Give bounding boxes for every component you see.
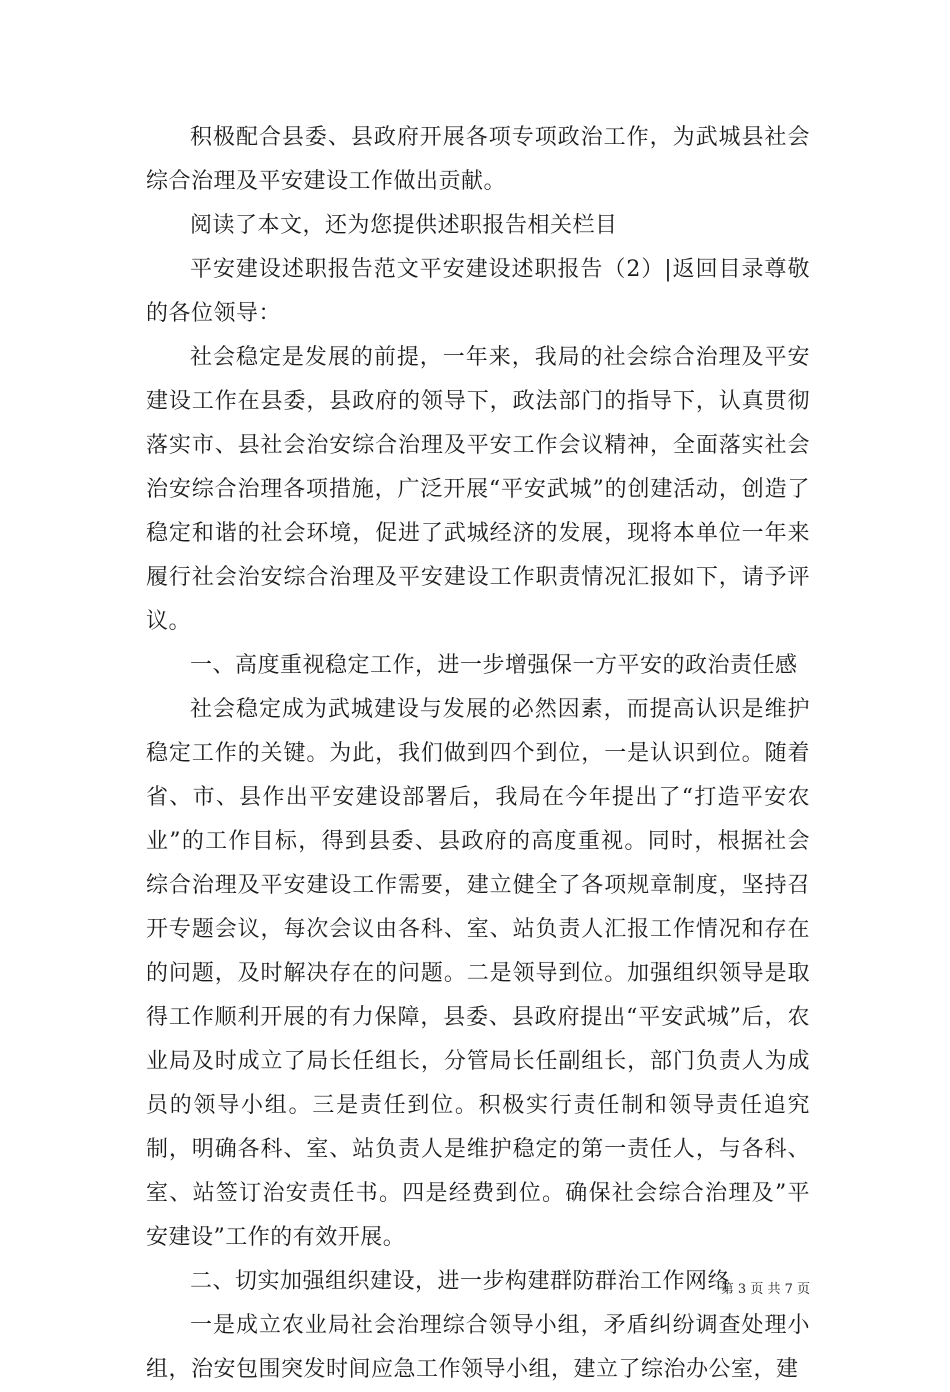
section-heading: 一、高度重视稳定工作，进一步增强保一方平安的政治责任感 xyxy=(190,653,798,678)
paragraph: 积极配合县委、县政府开展各项专项政治工作，为武城县社会综合治理及平安建设工作做出贡献。 xyxy=(146,125,810,194)
page-number: 第 3 页 共 7 页 xyxy=(720,1282,810,1297)
paragraph: 阅读了本文，还为您提供述职报告相关栏目 xyxy=(190,213,618,238)
document-body xyxy=(146,116,810,1392)
section-heading: 二、切实加强组织建设，进一步构建群防群治工作网络 xyxy=(190,1269,731,1294)
paragraph: 平安建设述职报告范文平安建设述职报告（2）|返回目录尊敬的各位领导： xyxy=(146,257,810,326)
paragraph: 一是成立农业局社会治理综合领导小组，矛盾纠纷调查处理小组，治安包围突发时间应急工作领导小组，建立了综治办公室，建 xyxy=(146,1313,810,1382)
paragraph: 社会稳定是发展的前提，一年来，我局的社会综合治理及平安建设工作在县委，县政府的领导下，政法部门的指导下，认真贯彻落实市、县社会治安综合治理及平安工作会议精神，全面落实社会治安综合治理各项措施，广泛开展“平安武城”的创建活动，创造了稳定和谐的社会环境，促进了武城经济的发展，现将本单位一年来履行社会治安综合治理及平安建设工作职责情况汇报如下，请予评议。 xyxy=(146,345,810,634)
paragraph: 社会稳定成为武城建设与发展的必然因素，而提高认识是维护稳定工作的关键。为此，我们做到四个到位，一是认识到位。随着省、市、县作出平安建设部署后，我局在今年提出了“打造平安农业”的工作目标，得到县委、县政府的高度重视。同时，根据社会综合治理及平安建设工作需要，建立健全了各项规章制度，坚持召开专题会议，每次会议由各科、室、站负责人汇报工作情况和存在的问题，及时解决存在的问题。二是领导到位。加强组织领导是取得工作顺利开展的有力保障，县委、县政府提出“平安武城”后，农业局及时成立了局长任组长，分管局长任副组长，部门负责人为成员的领导小组。三是责任到位。积极实行责任制和领导责任追究制，明确各科、室、站负责人是维护稳定的第一责任人，与各科、室、站签订治安责任书。四是经费到位。确保社会综合治理及”平安建设”工作的有效开展。 xyxy=(146,697,810,1250)
